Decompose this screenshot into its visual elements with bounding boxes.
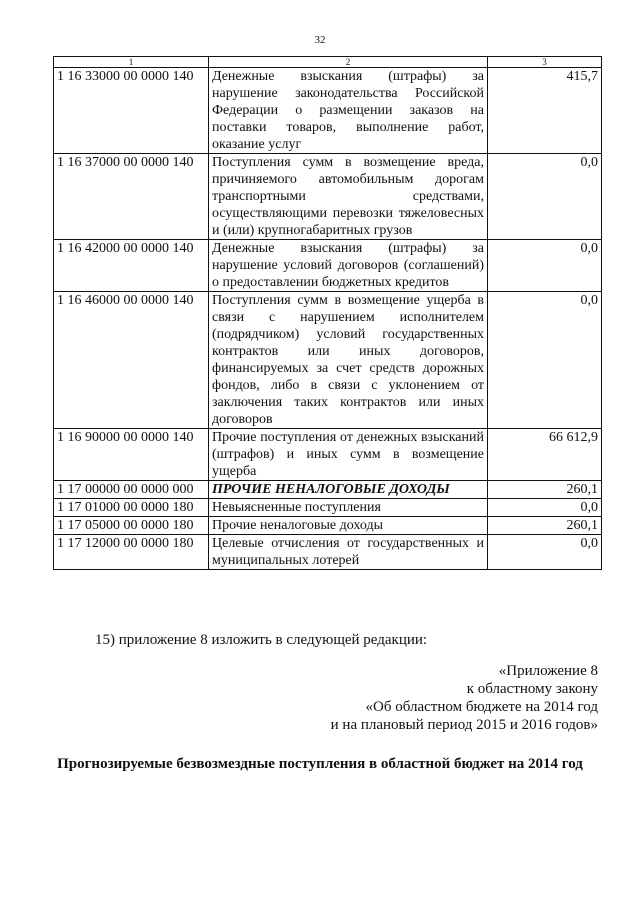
annex-law-period: и на плановый период 2015 и 2016 годов» <box>330 717 598 733</box>
revenue-table <box>53 56 602 570</box>
row-name: Целевые отчисления от государственных и муниципальных лотерей <box>209 535 488 570</box>
row-code: 1 17 00000 00 0000 000 <box>54 481 209 499</box>
row-code: 1 16 33000 00 0000 140 <box>54 68 209 154</box>
column-header-amount: 3 <box>488 57 602 68</box>
row-code: 1 17 01000 00 0000 180 <box>54 499 209 517</box>
row-name-section-title: ПРОЧИЕ НЕНАЛОГОВЫЕ ДОХОДЫ <box>209 481 488 499</box>
annex-law-name: «Об областном бюджете на 2014 год <box>365 699 598 715</box>
row-amount: 0,0 <box>488 535 602 570</box>
row-code: 1 17 05000 00 0000 180 <box>54 517 209 535</box>
row-name: Денежные взыскания (штрафы) за нарушение условий договоров (соглашений) о предоставлении бюджетных кредитов <box>209 240 488 292</box>
row-name: Прочие неналоговые доходы <box>209 517 488 535</box>
table-row <box>54 517 602 535</box>
row-name: Поступления сумм в возмещение вреда, причиняемого автомобильным дорогам транспортными средствами, осуществляющими перевозки тяжеловесных и (или) крупногабаритных грузов <box>209 154 488 240</box>
amendment-intro: 15) приложение 8 изложить в следующей редакции: <box>95 632 428 648</box>
table-header-row <box>54 57 602 68</box>
row-code: 1 16 42000 00 0000 140 <box>54 240 209 292</box>
row-amount: 66 612,9 <box>488 429 602 481</box>
table-row-section <box>54 481 602 499</box>
annex-subtitle: к областному закону <box>466 681 598 697</box>
row-amount: 415,7 <box>488 68 602 154</box>
row-name: Прочие поступления от денежных взысканий (штрафов) и иных сумм в возмещение ущерба <box>209 429 488 481</box>
row-name: Поступления сумм в возмещение ущерба в связи с нарушением исполнителем (подрядчиком) условий государственных контрактов или иных договоров, финансируемых за счет средств дорожных фондов, либо в связи с уклонением от заключения таких контрактов или иных договоров <box>209 292 488 429</box>
column-header-name: 2 <box>209 57 488 68</box>
row-code: 1 17 12000 00 0000 180 <box>54 535 209 570</box>
row-amount: 260,1 <box>488 481 602 499</box>
section-heading: Прогнозируемые безвозмездные поступления в областной бюджет на 2014 год <box>57 756 583 772</box>
row-name: Денежные взыскания (штрафы) за нарушение законодательства Российской Федерации о размещении заказов на поставки товаров, выполнение работ, оказание услуг <box>209 68 488 154</box>
row-amount: 0,0 <box>488 292 602 429</box>
row-code: 1 16 46000 00 0000 140 <box>54 292 209 429</box>
row-name: Невыясненные поступления <box>209 499 488 517</box>
row-amount: 260,1 <box>488 517 602 535</box>
table-row <box>54 499 602 517</box>
table-row <box>54 292 602 429</box>
table-row <box>54 240 602 292</box>
row-amount: 0,0 <box>488 154 602 240</box>
table-row <box>54 429 602 481</box>
table-row <box>54 68 602 154</box>
row-amount: 0,0 <box>488 240 602 292</box>
table-row <box>54 535 602 570</box>
table-row <box>54 154 602 240</box>
row-code: 1 16 37000 00 0000 140 <box>54 154 209 240</box>
page-number: 32 <box>314 34 326 46</box>
row-code: 1 16 90000 00 0000 140 <box>54 429 209 481</box>
column-header-code: 1 <box>54 57 209 68</box>
annex-title: «Приложение 8 <box>498 663 598 679</box>
row-amount: 0,0 <box>488 499 602 517</box>
